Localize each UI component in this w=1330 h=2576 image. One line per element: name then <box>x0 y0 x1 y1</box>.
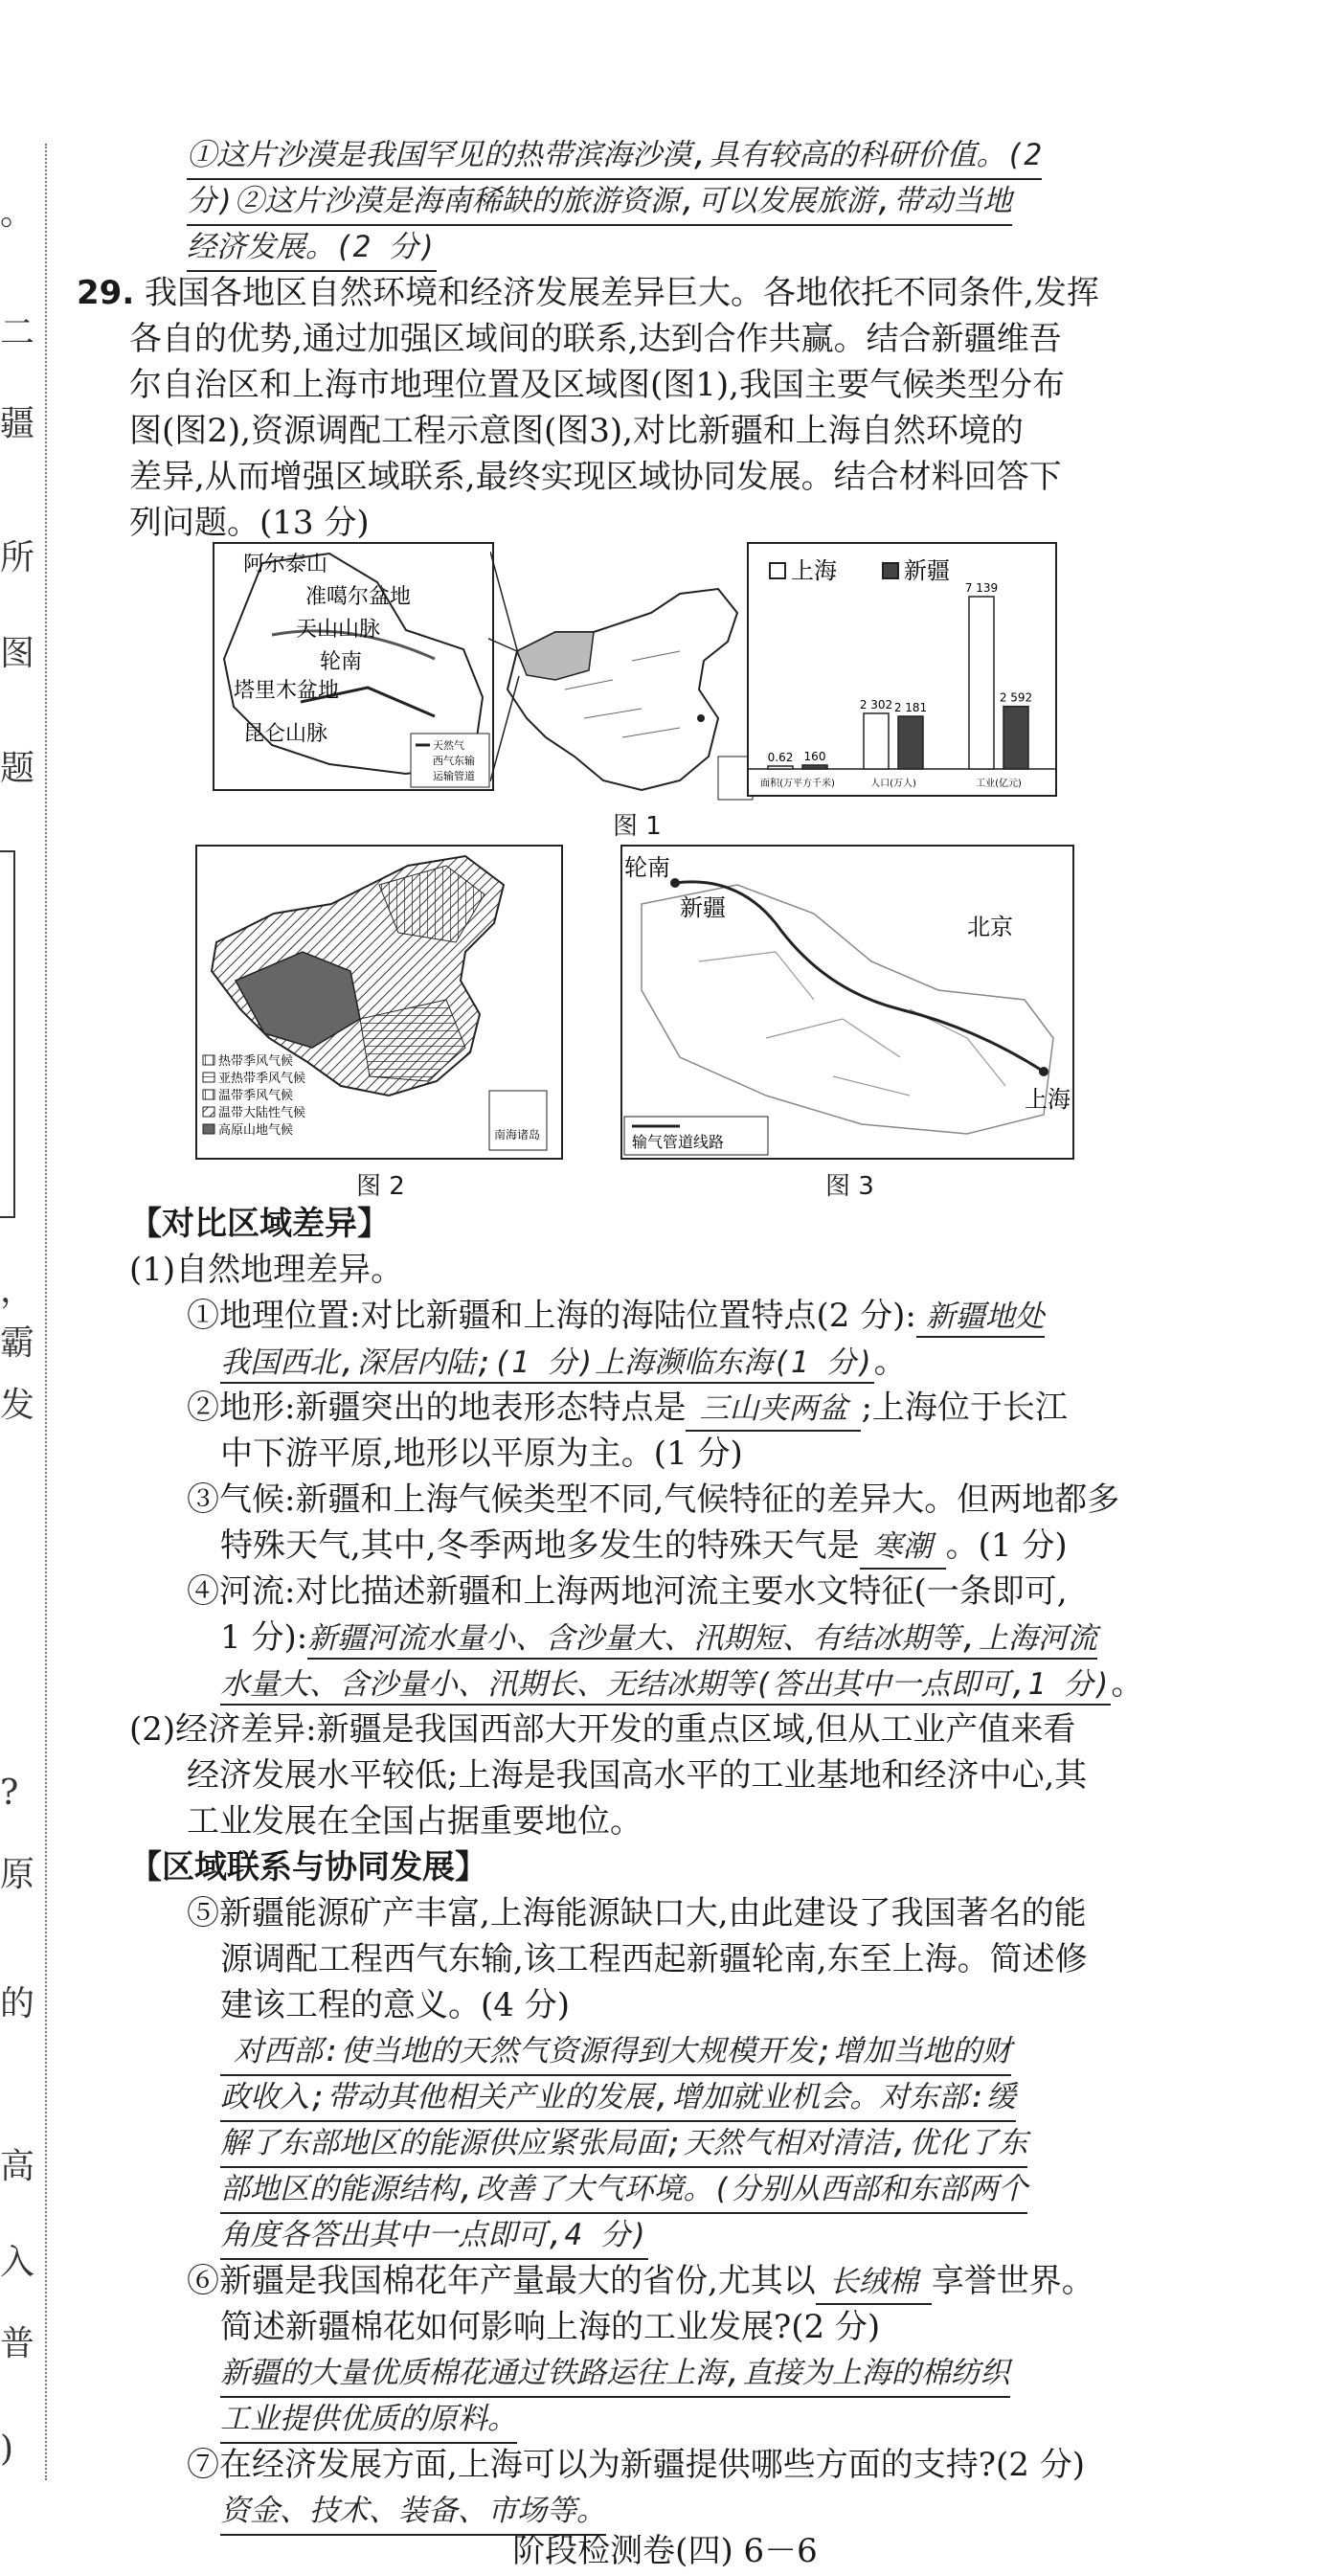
q3-line-2: 特殊天气,其中,冬季两地多发生的特殊天气是 寒潮 。(1 分) <box>220 1525 1068 1570</box>
figure-3-caption: 图 3 <box>825 1172 874 1201</box>
bar-chart-svg <box>749 544 1055 795</box>
margin-char: ? <box>0 1774 19 1813</box>
legend-subtropical: 亚热带季风气候 <box>218 1072 306 1086</box>
label-tarim: 塔里木盆地 <box>234 679 340 703</box>
legend-tropical: 热带季风气候 <box>218 1054 294 1069</box>
margin-char: 的 <box>0 1984 35 2023</box>
figure-3-pipeline-map <box>620 845 1074 1160</box>
intro-line: 经济发展。(2 分) <box>187 226 437 272</box>
question-29-line: 差异,从而增强区域联系,最终实现区域协同发展。结合材料回答下 <box>129 458 1062 496</box>
margin-char: 原 <box>0 1855 35 1894</box>
page-footer: 阶段检测卷(四) 6－6 <box>512 2532 818 2570</box>
q4-line: ④河流:对比描述新疆和上海两地河流主要水文特征(一条即可, <box>187 1572 1068 1611</box>
q4-line-3: 水量大、含沙量小、汛期长、无结冰期等(答出其中一点即可,1 分)。 <box>220 1662 1143 1706</box>
q1-answer-2: 我国西北,深居内陆;(1 分)上海濒临东海(1 分) <box>220 1345 874 1384</box>
margin-char: 题 <box>0 749 35 788</box>
q4-answer-2: 水量大、含沙量小、汛期长、无结冰期等(答出其中一点即可,1 分) <box>220 1667 1111 1706</box>
q7-answer: 资金、技术、装备、市场等。 <box>220 2490 606 2536</box>
question-29-line: 29. 我国各地区自然环境和经济发展差异巨大。各地依托不同条件,发挥 <box>77 274 1099 312</box>
xinjiang-inset-map <box>213 542 494 791</box>
bar-shanghai-0 <box>768 766 793 769</box>
q2-line-2: 中下游平原,地形以平原为主。(1 分) <box>220 1435 743 1473</box>
bar-chart-panel <box>747 542 1057 797</box>
q5-line: ⑤新疆能源矿产丰富,上海能源缺口大,由此建设了我国著名的能 <box>187 1894 1087 1932</box>
sub-question-2-line: 经济发展水平较低;上海是我国高水平的工业基地和经济中心,其 <box>187 1756 1088 1795</box>
q5-line: 源调配工程西气东输,该工程西起新疆轮南,东至上海。简述修 <box>220 1940 1088 1978</box>
binding-margin <box>0 0 57 2576</box>
q5-answer: 角度各答出其中一点即可,4 分) <box>220 2214 648 2260</box>
label-tianshan: 天山山脉 <box>296 618 381 642</box>
figure-2-caption: 图 2 <box>356 1172 405 1201</box>
margin-char: 二 <box>0 313 35 352</box>
legend-label-xinjiang: 新疆 <box>904 557 950 584</box>
bar-value-label: 2 181 <box>893 701 928 715</box>
q5-answer: 对西部:使当地的天然气资源得到大规模开发;增加当地的财 <box>220 2030 1011 2076</box>
legend-gas: 天然气 <box>433 739 464 752</box>
inset-connector <box>490 542 778 787</box>
bar-category-label: 人口(万人) <box>870 779 916 789</box>
q3-line: ③气候:新疆和上海气候类型不同,气候特征的差异大。但两地都多 <box>187 1480 1120 1519</box>
legend-pipeline-1: 西气东输 <box>433 755 475 767</box>
sub-question-2: (2)经济差异:新疆是我国西部大开发的重点区域,但从工业产值来看 <box>129 1710 1076 1749</box>
question-29-line: 列问题。(13 分) <box>129 504 370 542</box>
q7-line: ⑦在经济发展方面,上海可以为新疆提供哪些方面的支持?(2 分) <box>187 2446 1086 2484</box>
intro-line: 分)②这片沙漠是海南稀缺的旅游资源,可以发展旅游,带动当地 <box>187 180 1012 226</box>
bar-shanghai-1 <box>864 713 889 769</box>
figure-1-caption: 图 1 <box>613 812 662 841</box>
margin-char: ， <box>0 1271 35 1310</box>
bar-xinjiang-1 <box>898 716 923 769</box>
bar-value-label: 2 592 <box>999 690 1033 705</box>
bar-shanghai-2 <box>969 597 994 769</box>
label-lunnan: 轮南 <box>320 650 363 674</box>
question-29-line: 各自的优势,通过加强区域间的联系,达到合作共赢。结合新疆维吾 <box>129 320 1062 358</box>
section-title-compare: 【对比区域差异】 <box>129 1205 390 1243</box>
question-29-line: 尔自治区和上海市地理位置及区域图(图1),我国主要气候类型分布 <box>129 366 1065 404</box>
q3-answer: 寒潮 <box>860 1525 946 1570</box>
bar-value-label: 0.62 <box>767 751 794 764</box>
margin-char: 发 <box>0 1386 35 1425</box>
label-junggar: 准噶尔盆地 <box>305 585 412 609</box>
label-xinjiang-3: 新疆 <box>680 894 726 921</box>
legend-swatch-xinjiang <box>883 563 898 578</box>
q6-answer-blank: 长绒棉 <box>816 2261 932 2305</box>
bar-category-label: 面积(万平方千米) <box>760 779 835 789</box>
margin-box <box>0 850 15 1218</box>
question-number: 29. <box>77 274 135 312</box>
sub-question-1: (1)自然地理差异。 <box>129 1251 404 1289</box>
intro-line: ①这片沙漠是我国罕见的热带滨海沙漠,具有较高的科研价值。(2 <box>187 134 1042 180</box>
q6-line: ⑥新疆是我国棉花年产量最大的省份,尤其以 长绒棉 享誉世界。 <box>187 2260 1094 2305</box>
margin-char: 霸 <box>0 1323 35 1363</box>
figure-2-climate-map <box>195 845 563 1160</box>
legend-pipeline-3: 输气管道线路 <box>632 1133 725 1151</box>
margin-char: 所 <box>0 538 35 577</box>
q5-answer: 政收入;带动其他相关产业的发展,增加就业机会。对东部:缓 <box>220 2076 1016 2122</box>
q5-answer: 部地区的能源结构,改善了大气环境。(分别从西部和东部两个 <box>220 2168 1027 2214</box>
bar-value-label: 2 302 <box>859 697 893 712</box>
legend-temperate-continental: 温带大陆性气候 <box>218 1106 306 1120</box>
margin-char: 图 <box>0 634 35 673</box>
q1-line-2: 我国西北,深居内陆;(1 分)上海濒临东海(1 分)。 <box>220 1341 907 1384</box>
margin-char: 高 <box>0 2147 35 2186</box>
bar-xinjiang-0 <box>802 765 827 769</box>
q6-answer: 新疆的大量优质棉花通过铁路运往上海,直接为上海的棉纺织 <box>220 2352 1010 2398</box>
label-beijing-3: 北京 <box>967 914 1013 940</box>
legend-temperate-monsoon: 温带季风气候 <box>218 1089 294 1103</box>
q4-line-2: 1 分):新疆河流水量小、含沙量大、汛期短、有结冰期等,上海河流 <box>220 1616 1097 1660</box>
q6-answer: 工业提供优质的原料。 <box>220 2398 517 2444</box>
label-altai: 阿尔泰山 <box>243 553 328 576</box>
bar-value-label: 7 139 <box>964 581 999 595</box>
margin-dotted-line <box>45 144 47 2480</box>
q5-line: 建该工程的意义。(4 分) <box>220 1986 570 2024</box>
bar-xinjiang-2 <box>1003 707 1028 769</box>
legend-pipeline-2: 运输管道 <box>433 770 475 782</box>
inset-south-china-sea: 南海诸岛 <box>494 1128 541 1141</box>
label-kunlun: 昆仑山脉 <box>243 722 328 746</box>
margin-char: 疆 <box>0 404 35 443</box>
q1-line: ①地理位置:对比新疆和上海的海陆位置特点(2 分): 新疆地处 <box>187 1295 1045 1338</box>
q5-answer: 解了东部地区的能源供应紧张局面;天然气相对清洁,优化了东 <box>220 2122 1027 2168</box>
bar-category-label: 工业(亿元) <box>976 779 1022 789</box>
margin-char: 。 <box>0 193 35 233</box>
label-lunnan-3: 轮南 <box>624 854 670 881</box>
legend-label-shanghai: 上海 <box>791 557 837 584</box>
margin-char: 入 <box>0 2243 35 2282</box>
margin-char: ) <box>0 2429 14 2469</box>
margin-char: 普 <box>0 2324 35 2363</box>
section-title-cooperation: 【区域联系与协同发展】 <box>129 1848 487 1887</box>
q6-line-2: 简述新疆棉花如何影响上海的工业发展?(2 分) <box>220 2308 881 2346</box>
xinjiang-map-svg <box>214 544 492 789</box>
legend-highland: 高原山地气候 <box>218 1123 294 1138</box>
sub-question-2-line: 工业发展在全国占据重要地位。 <box>187 1802 642 1841</box>
q4-answer: 新疆河流水量小、含沙量大、汛期短、有结冰期等,上海河流 <box>307 1621 1097 1660</box>
q1-answer: 新疆地处 <box>916 1299 1045 1338</box>
legend-swatch-shanghai <box>770 563 785 578</box>
q2-answer: 三山夹两盆 <box>686 1388 861 1432</box>
question-29-line: 图(图2),资源调配工程示意图(图3),对比新疆和上海自然环境的 <box>129 412 1024 450</box>
q2-line: ②地形:新疆突出的地表形态特点是 三山夹两盆 ;上海位于长江 <box>187 1387 1068 1432</box>
label-shanghai-3: 上海 <box>1025 1086 1071 1113</box>
bar-value-label: 160 <box>803 749 826 763</box>
